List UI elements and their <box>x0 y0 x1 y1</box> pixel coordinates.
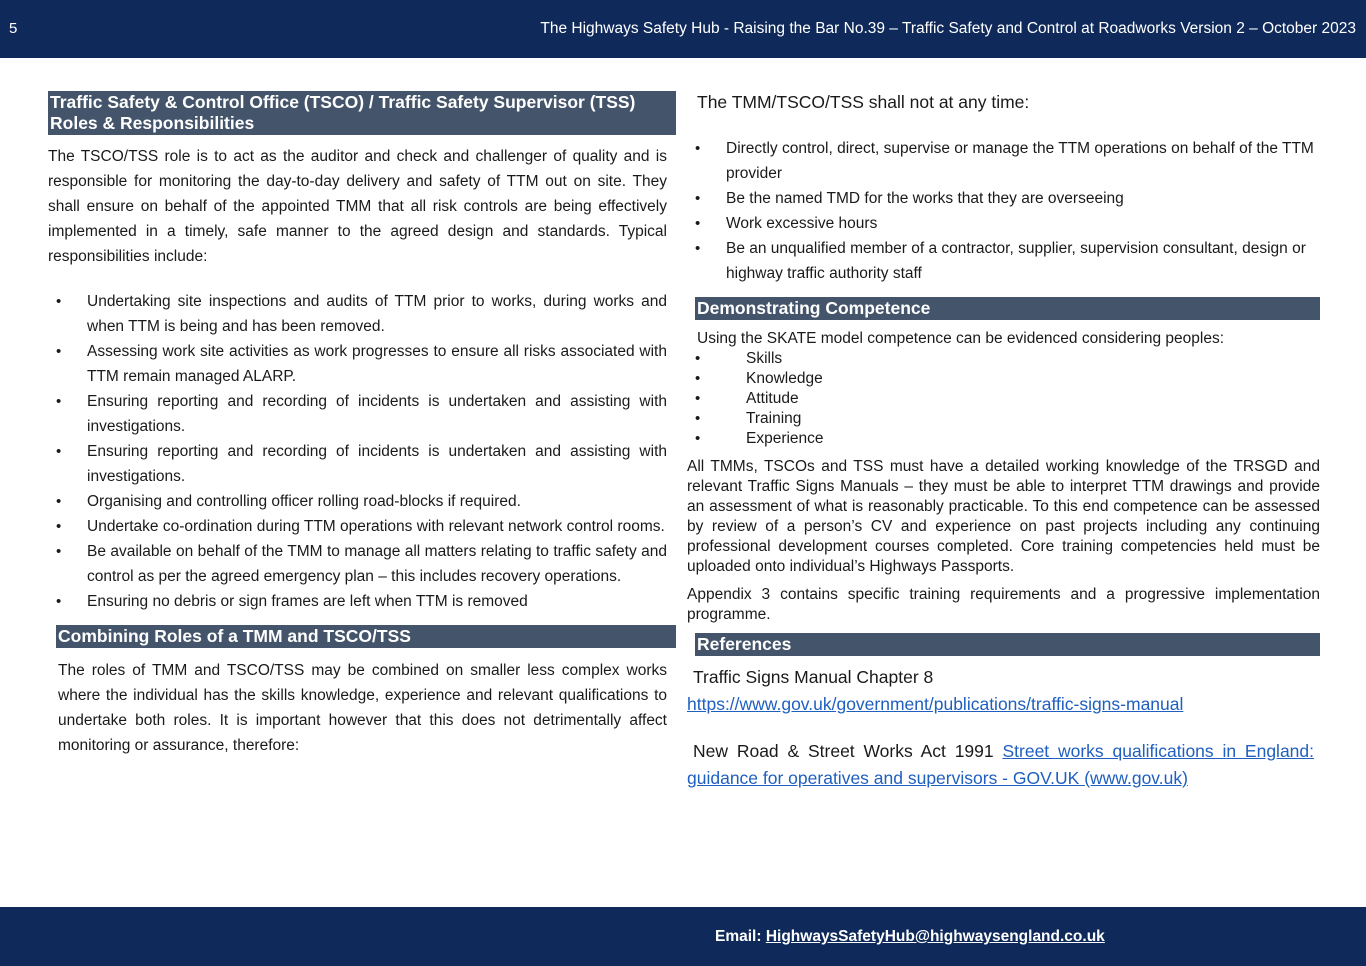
tsco-roles-heading: Traffic Safety & Control Office (TSCO) / Traffic Safety Supervisor (TSS) Roles & Responsibilities <box>48 91 676 135</box>
skate-list <box>687 349 1320 449</box>
combining-roles-paragraph: The roles of TMM and TSCO/TSS may be combined on smaller less complex works where the individual has the skills knowledge, experience and relevant qualifications to undertake both roles. It is important however that this does not detrimentally affect monitoring or assurance, therefore: <box>58 662 667 754</box>
list-item: • Ensuring no debris or sign frames are left when TTM is removed <box>48 589 667 614</box>
combining-roles-heading: Combining Roles of a TMM and TSCO/TSS <box>56 625 676 648</box>
reference-2-paragraph <box>687 738 1320 792</box>
list-item: • Experience <box>687 429 1320 449</box>
left-column <box>48 91 676 758</box>
list-item: • Ensuring reporting and recording of incidents is undertaken and assisting with investigations. <box>48 439 667 489</box>
list-item: • Skills <box>687 349 1320 369</box>
shall-not-list <box>687 136 1320 286</box>
appendix-paragraph: Appendix 3 contains specific training requirements and a progressive implementation programme. <box>687 586 1320 623</box>
list-item: • Undertake co-ordination during TTM operations with relevant network control rooms. <box>48 514 667 539</box>
traffic-signs-manual-link[interactable]: https://www.gov.uk/government/publications/traffic-signs-manual <box>687 694 1184 714</box>
list-item: • Ensuring reporting and recording of incidents is undertaken and assisting with investigations. <box>48 389 667 439</box>
shall-not-intro: The TMM/TSCO/TSS shall not at any time: <box>697 92 1030 112</box>
email-link[interactable]: HighwaysSafetyHub@highwaysengland.co.uk <box>765 928 1105 945</box>
list-item: • Knowledge <box>687 369 1320 389</box>
page-number: 5 <box>9 20 18 37</box>
references-heading: References <box>695 633 1320 656</box>
right-column <box>687 91 1320 792</box>
reference-1-title: Traffic Signs Manual Chapter 8 <box>693 667 934 687</box>
tsco-intro-paragraph: The TSCO/TSS role is to act as the auditor and check and challenger of quality and is responsible for monitoring the day-to-day delivery and safety of TTM out on site. They shall ensure on behalf of the appointed TMM that all risk controls are being effectively implemented in a timely, safe manner to the agreed design and standards. Typical responsibilities include: <box>48 148 667 265</box>
demonstrating-competence-heading: Demonstrating Competence <box>695 297 1320 320</box>
list-item: • Work excessive hours <box>687 211 1314 236</box>
email-label: Email: <box>715 928 762 945</box>
contact-email <box>715 928 1105 946</box>
list-item: • Attitude <box>687 389 1320 409</box>
list-item: • Assessing work site activities as work progresses to ensure all risks associated with TTM remain managed ALARP. <box>48 339 667 389</box>
document-title: The Highways Safety Hub - Raising the Bar No.39 – Traffic Safety and Control at Roadworks Version 2 – October 2023 <box>540 20 1356 37</box>
list-item: • Training <box>687 409 1320 429</box>
street-works-qualifications-link[interactable]: Street works qualifications in England: guidance for operatives and supervisors - GOV.UK (www.gov.uk) <box>687 741 1315 788</box>
list-item: • Be the named TMD for the works that they are overseeing <box>687 186 1314 211</box>
page-header <box>0 0 1366 58</box>
competence-paragraph: All TMMs, TSCOs and TSS must have a detailed working knowledge of the TRSGD and relevant Traffic Signs Manuals – they must be able to interpret TTM drawings and provide an assessment of what is reasonably practicable. To this end competence can be assessed by review of a person’s CV and experience on past projects including any continuing professional development courses completed. Core training competencies held must be uploaded onto individual’s Highways Passports. <box>687 458 1320 575</box>
list-item: • Directly control, direct, supervise or manage the TTM operations on behalf of the TTM provider <box>687 136 1314 186</box>
list-item: • Be an unqualified member of a contractor, supplier, supervision consultant, design or highway traffic authority staff <box>687 236 1314 286</box>
reference-2-title: New Road & Street Works Act 1991 <box>693 741 994 761</box>
list-item: • Be available on behalf of the TMM to manage all matters relating to traffic safety and control as per the agreed emergency plan – this includes recovery operations. <box>48 539 667 589</box>
list-item: • Organising and controlling officer rolling road-blocks if required. <box>48 489 667 514</box>
skate-intro: Using the SKATE model competence can be evidenced considering peoples: <box>697 330 1225 347</box>
responsibilities-list <box>48 289 676 614</box>
list-item: • Undertaking site inspections and audits of TTM prior to works, during works and when TTM is being and has been removed. <box>48 289 667 339</box>
page-footer <box>0 907 1366 966</box>
